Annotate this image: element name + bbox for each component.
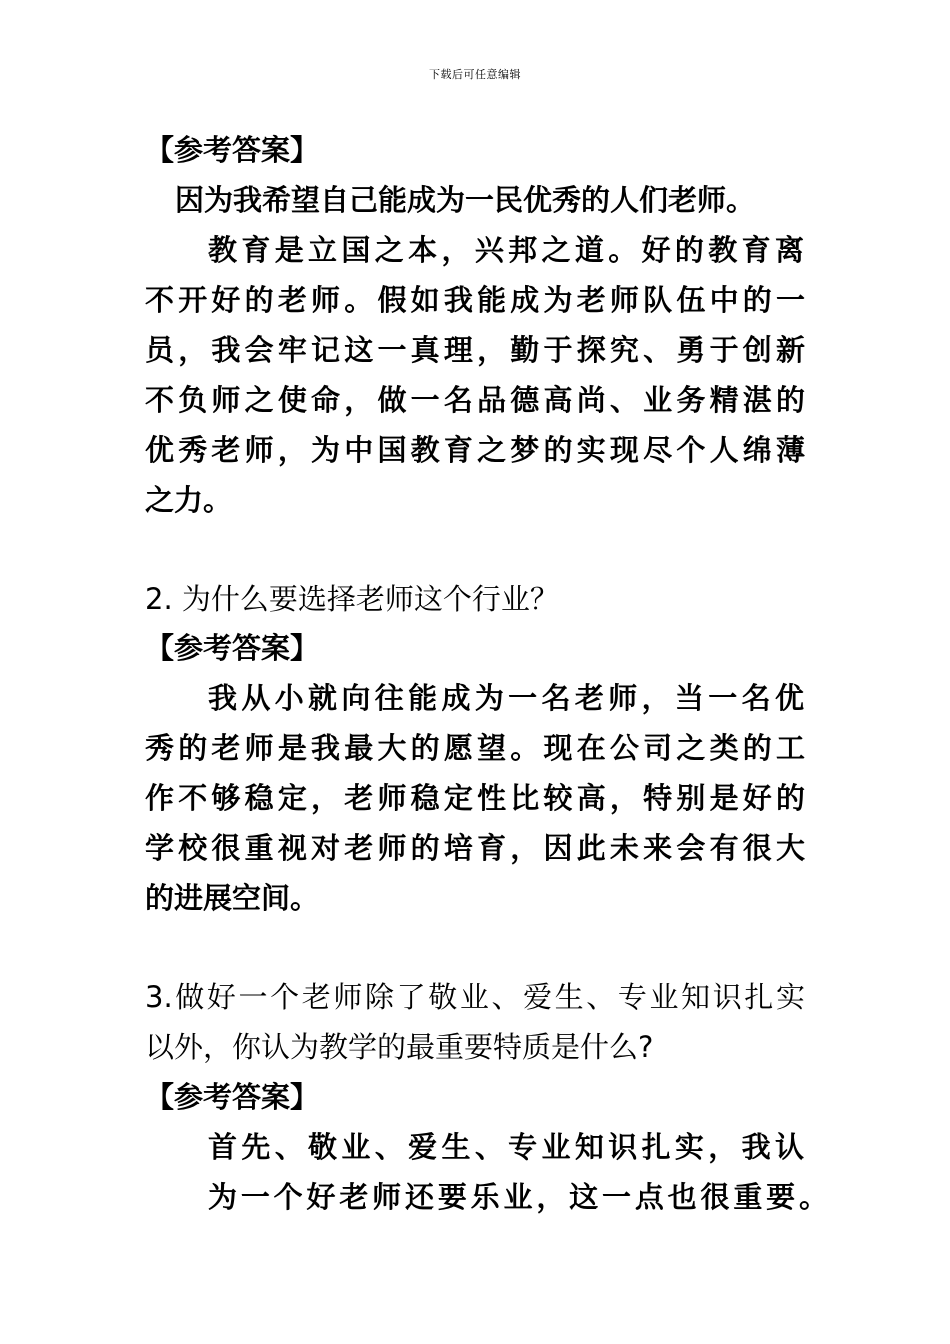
answer-line: 教育是立国之本，兴邦之道。好的教育离	[208, 233, 804, 267]
answer-line: 学校很重视对老师的培育，因此未来会有很大	[145, 831, 805, 865]
answer-line: 优秀老师，为中国教育之梦的实现尽个人绵薄	[145, 433, 805, 467]
answer-line: 之力。	[145, 483, 233, 517]
answer-line: 我从小就向往能成为一名老师，当一名优	[208, 681, 804, 715]
page-header: 下载后可任意编辑	[429, 68, 521, 81]
answer-line: 秀的老师是我最大的愿望。现在公司之类的工	[145, 731, 805, 765]
answer-heading: 【参考答案】	[145, 631, 320, 665]
answer-line: 为一个好老师还要乐业，这一点也很重要。	[208, 1180, 828, 1214]
answer-line: 不开好的老师。假如我能成为老师队伍中的一	[145, 283, 805, 317]
question-line: 以外，你认为教学的最重要特质是什么?	[145, 1030, 654, 1064]
answer-heading: 【参考答案】	[145, 1080, 320, 1114]
answer-line: 不负师之使命，做一名品德高尚、业务精湛的	[145, 383, 805, 417]
answer-line: 因为我希望自己能成为一民优秀的人们老师。	[175, 183, 756, 217]
answer-line: 的进展空间。	[145, 881, 320, 915]
question-line: 3.做好一个老师除了敬业、爱生、专业知识扎实	[145, 980, 805, 1014]
question-line: 2. 为什么要选择老师这个行业？	[145, 582, 559, 616]
answer-line: 员，我会牢记这一真理，勤于探究、勇于创新	[145, 333, 805, 367]
answer-heading: 【参考答案】	[145, 133, 320, 167]
answer-line: 作不够稳定，老师稳定性比较高，特别是好的	[145, 781, 805, 815]
answer-line: 首先、敬业、爱生、专业知识扎实，我认	[208, 1130, 804, 1164]
